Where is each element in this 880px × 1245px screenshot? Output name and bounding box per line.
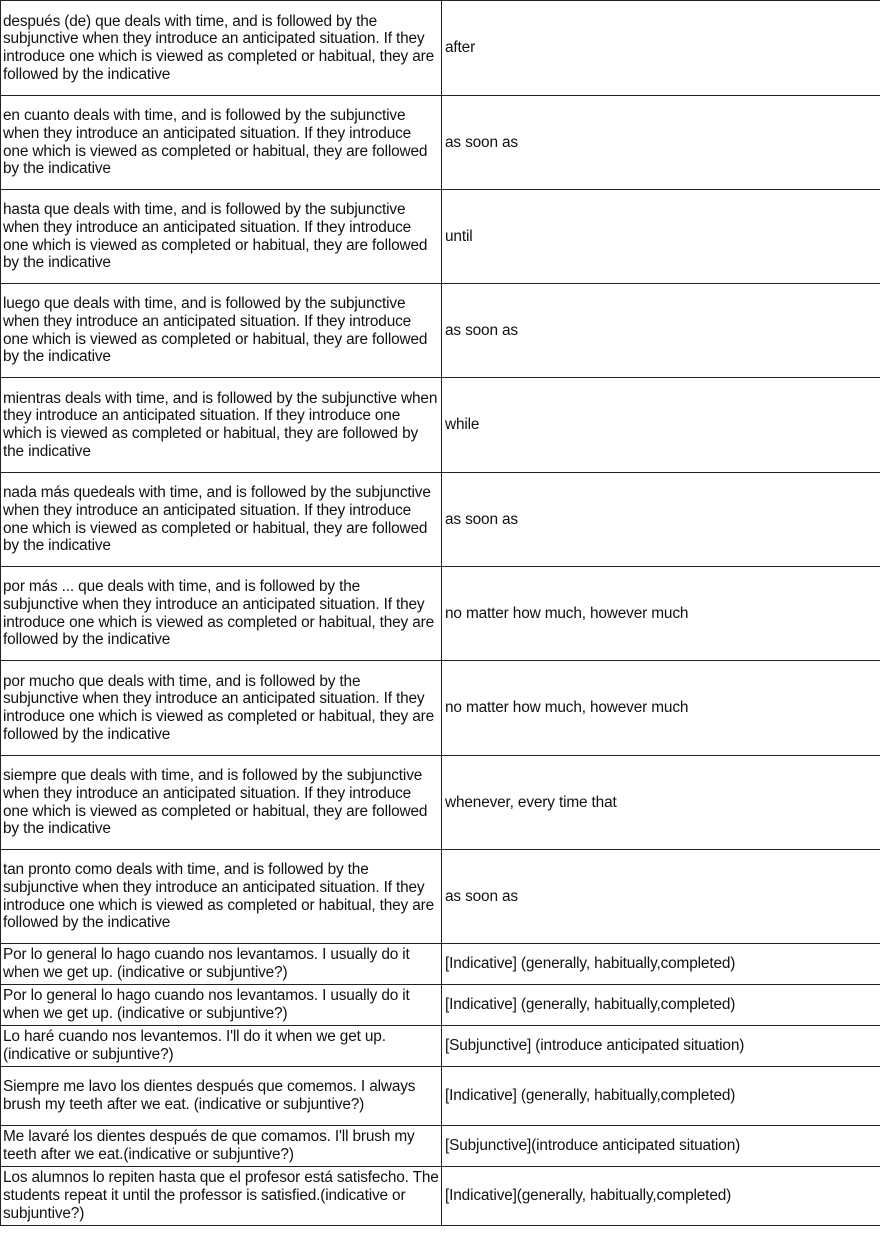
flashcard-table-body <box>1 1 880 1226</box>
definition-cell: [Indicative](generally, habitually,completed) <box>442 1167 880 1226</box>
definition-cell: no matter how much, however much <box>442 567 880 661</box>
table-row <box>1 661 880 756</box>
table-row <box>1 473 880 567</box>
term-cell: por mucho que deals with time, and is followed by the subjunctive when they introduce an anticipated situation. If they introduce one which is viewed as completed or habitual, they are followed by the indicative <box>1 661 442 756</box>
term-cell: Por lo general lo hago cuando nos levantamos. I usually do it when we get up. (indicative or subjuntive?) <box>1 985 442 1026</box>
table-row <box>1 1 880 96</box>
definition-cell: as soon as <box>442 850 880 944</box>
definition-cell: while <box>442 378 880 473</box>
term-cell: Por lo general lo hago cuando nos levantamos. I usually do it when we get up. (indicative or subjuntive?) <box>1 944 442 985</box>
table-row <box>1 96 880 190</box>
table-row <box>1 284 880 378</box>
definition-cell: [Indicative] (generally, habitually,completed) <box>442 1067 880 1126</box>
term-cell: Lo haré cuando nos levantemos. I'll do it when we get up. (indicative or subjuntive?) <box>1 1026 442 1067</box>
term-cell: Siempre me lavo los dientes después que comemos. I always brush my teeth after we eat. (indicative or subjuntive?) <box>1 1067 442 1126</box>
definition-cell: no matter how much, however much <box>442 661 880 756</box>
table-row <box>1 1167 880 1226</box>
definition-cell: [Indicative] (generally, habitually,completed) <box>442 944 880 985</box>
table-row <box>1 850 880 944</box>
definition-cell: after <box>442 1 880 96</box>
table-row <box>1 567 880 661</box>
term-cell: mientras deals with time, and is followed by the subjunctive when they introduce an anticipated situation. If they introduce one which is viewed as completed or habitual, they are followed by the indicative <box>1 378 442 473</box>
table-row <box>1 1026 880 1067</box>
table-row <box>1 756 880 850</box>
term-cell: después (de) que deals with time, and is followed by the subjunctive when they introduce an anticipated situation. If they introduce one which is viewed as completed or habitual, they are followed by the indicative <box>1 1 442 96</box>
term-cell: en cuanto deals with time, and is followed by the subjunctive when they introduce an anticipated situation. If they introduce one which is viewed as completed or habitual, they are followed by the indicative <box>1 96 442 190</box>
definition-cell: [Subjunctive](introduce anticipated situation) <box>442 1126 880 1167</box>
definition-cell: as soon as <box>442 284 880 378</box>
definition-cell: as soon as <box>442 473 880 567</box>
table-row <box>1 985 880 1026</box>
term-cell: luego que deals with time, and is followed by the subjunctive when they introduce an anticipated situation. If they introduce one which is viewed as completed or habitual, they are followed by the indicative <box>1 284 442 378</box>
table-row <box>1 944 880 985</box>
definition-cell: as soon as <box>442 96 880 190</box>
definition-cell: until <box>442 190 880 284</box>
term-cell: por más ... que deals with time, and is followed by the subjunctive when they introduce an anticipated situation. If they introduce one which is viewed as completed or habitual, they are followed by the indicative <box>1 567 442 661</box>
table-row <box>1 378 880 473</box>
definition-cell: whenever, every time that <box>442 756 880 850</box>
term-cell: tan pronto como deals with time, and is followed by the subjunctive when they introduce an anticipated situation. If they introduce one which is viewed as completed or habitual, they are followed by the indicative <box>1 850 442 944</box>
table-row <box>1 190 880 284</box>
term-cell: nada más quedeals with time, and is followed by the subjunctive when they introduce an anticipated situation. If they introduce one which is viewed as completed or habitual, they are followed by the indicative <box>1 473 442 567</box>
table-row <box>1 1067 880 1126</box>
definition-cell: [Subjunctive] (introduce anticipated situation) <box>442 1026 880 1067</box>
table-row <box>1 1126 880 1167</box>
term-cell: Me lavaré los dientes después de que comamos. I'll brush my teeth after we eat.(indicative or subjuntive?) <box>1 1126 442 1167</box>
term-cell: siempre que deals with time, and is followed by the subjunctive when they introduce an anticipated situation. If they introduce one which is viewed as completed or habitual, they are followed by the indicative <box>1 756 442 850</box>
term-cell: hasta que deals with time, and is followed by the subjunctive when they introduce an anticipated situation. If they introduce one which is viewed as completed or habitual, they are followed by the indicative <box>1 190 442 284</box>
definition-cell: [Indicative] (generally, habitually,completed) <box>442 985 880 1026</box>
term-cell: Los alumnos lo repiten hasta que el profesor está satisfecho. The students repeat it until the professor is satisfied.(indicative or subjuntive?) <box>1 1167 442 1226</box>
